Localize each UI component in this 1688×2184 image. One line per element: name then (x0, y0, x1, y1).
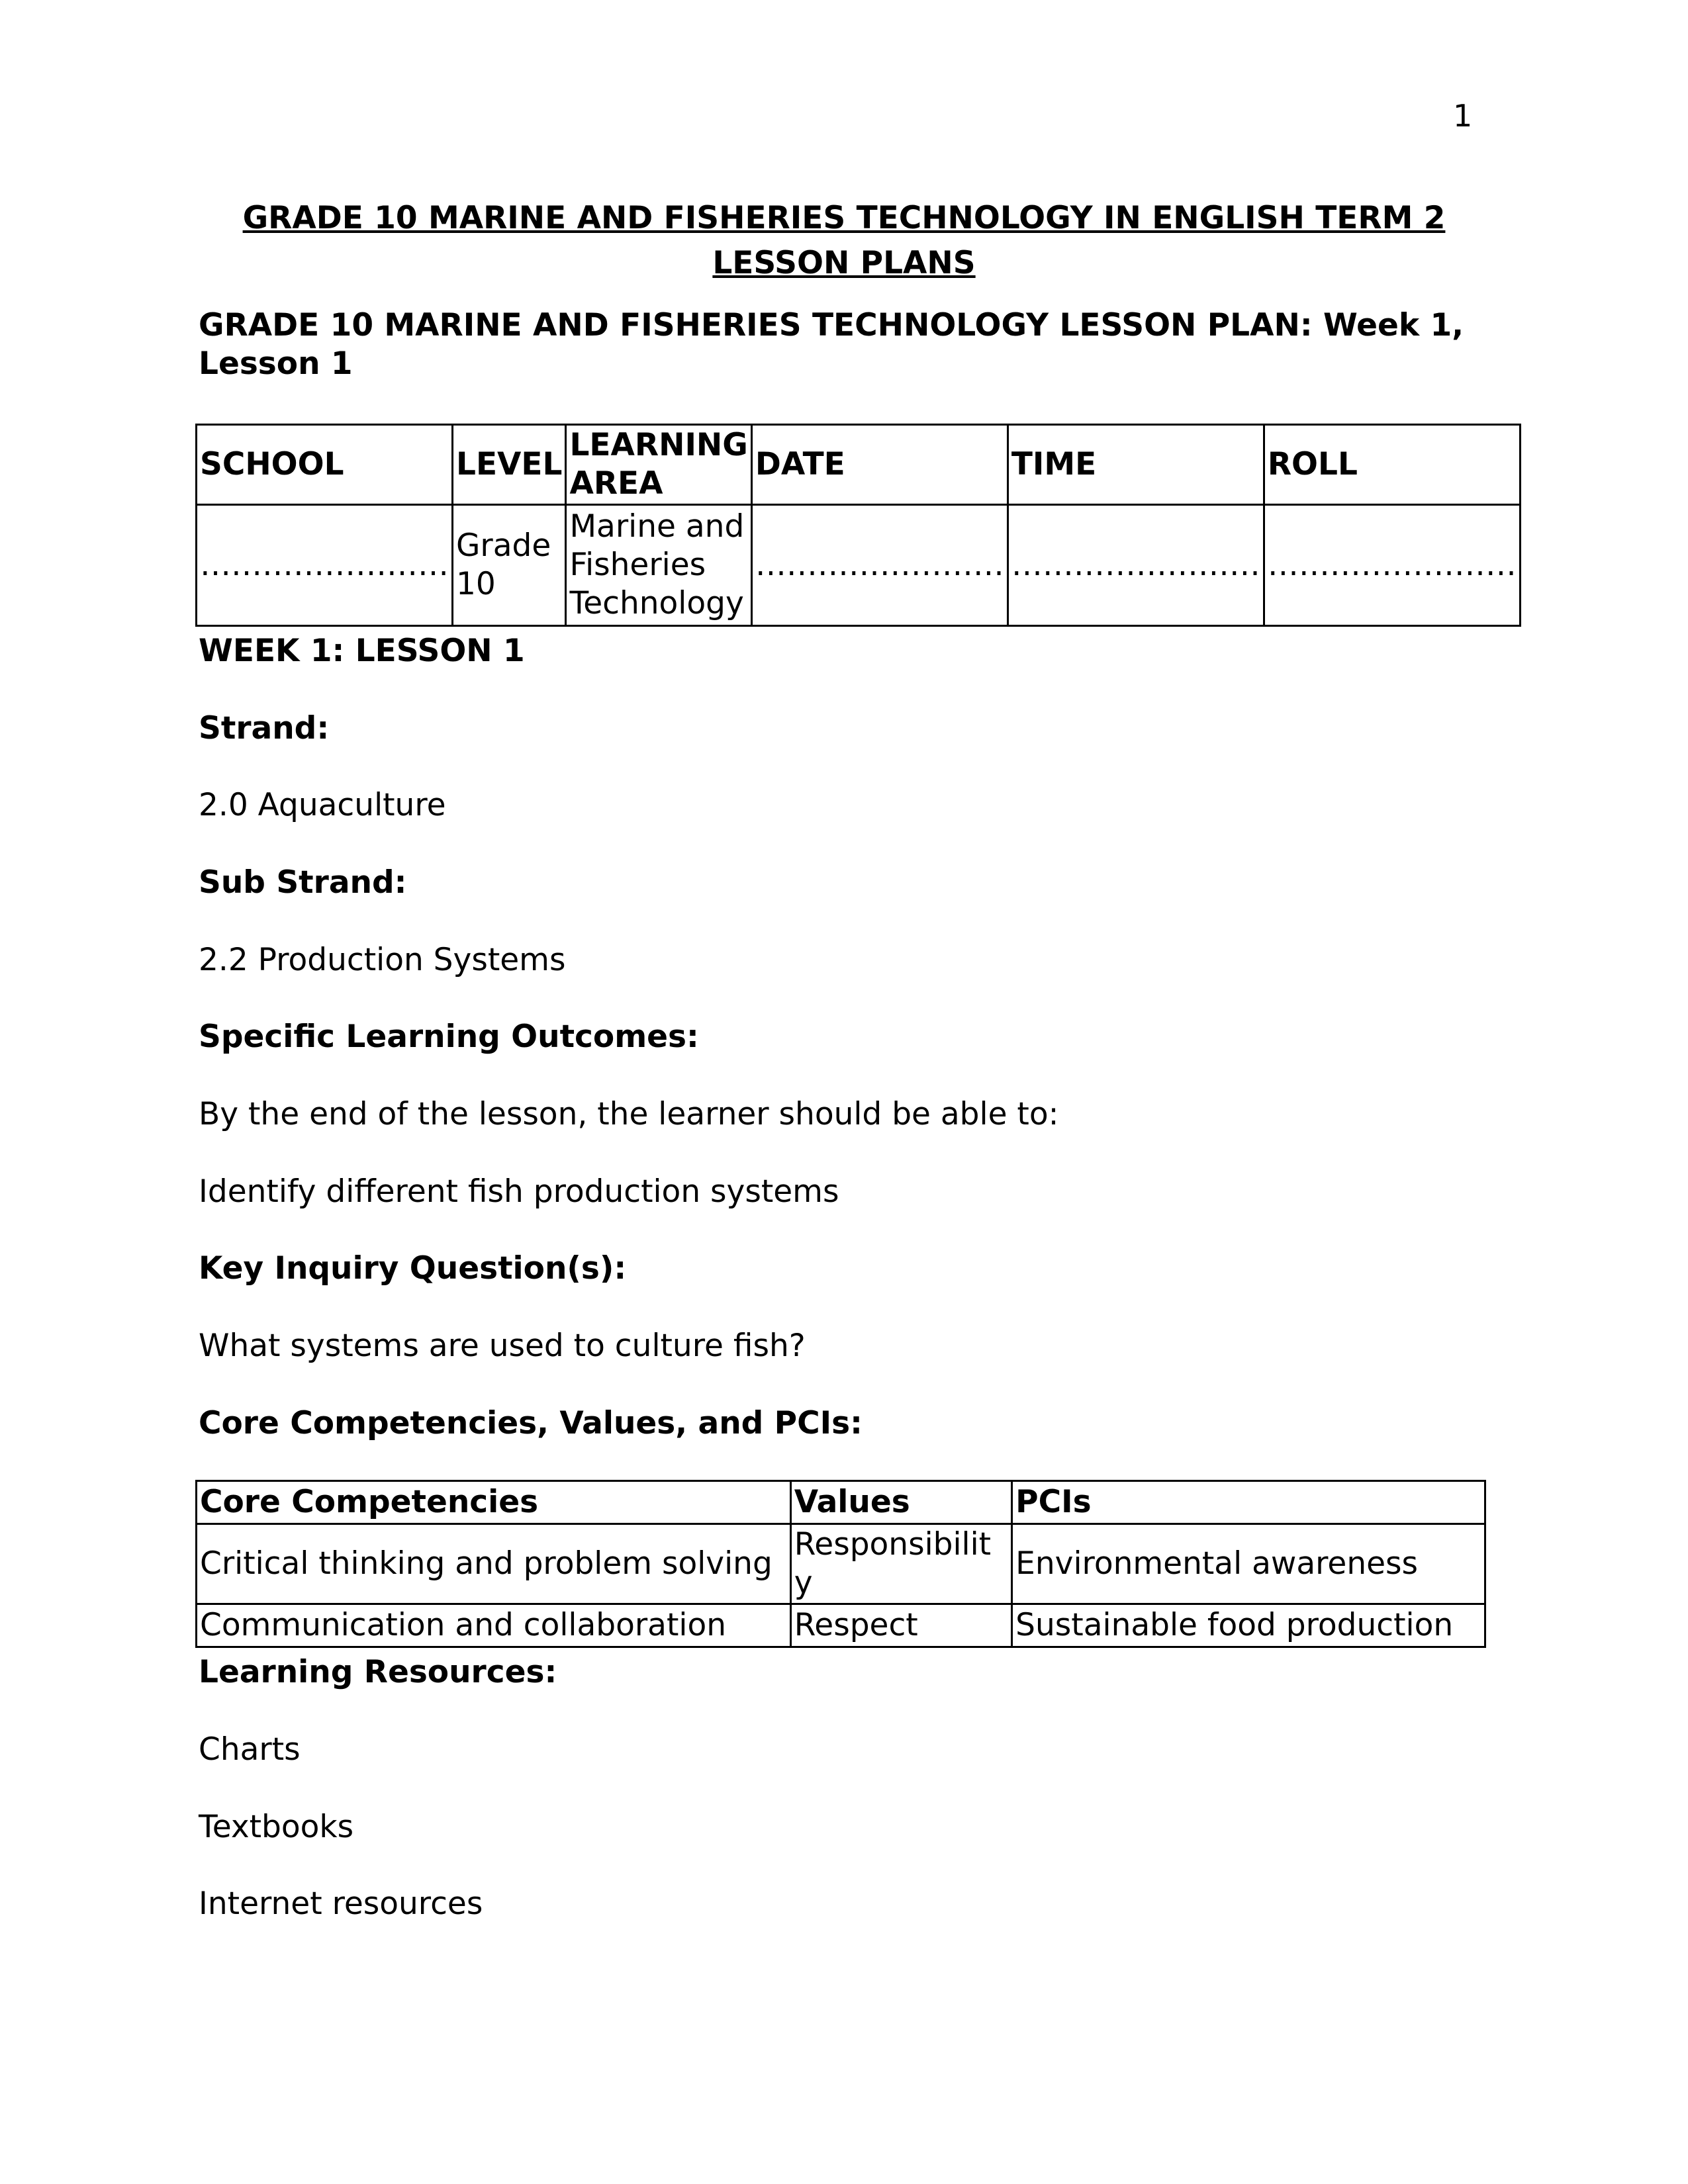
time-value: …………………… (1008, 505, 1264, 626)
competencies-table (195, 1480, 1486, 1648)
info-table-value-row (197, 505, 1521, 626)
lesson-info-table (195, 424, 1521, 627)
competency-cell: Communication and collaboration (197, 1604, 791, 1647)
page-number: 1 (1453, 98, 1473, 134)
header-learning-area: LEARNING AREA (566, 425, 751, 505)
kiq-value: What systems are used to culture fish? (199, 1328, 806, 1364)
competencies-row (197, 1604, 1485, 1647)
value-cell: Respect (790, 1604, 1011, 1647)
week-lesson-heading: WEEK 1: LESSON 1 (199, 633, 525, 669)
value-cell: Responsibility (790, 1524, 1011, 1604)
slo-item: Identify different fish production systems (199, 1173, 839, 1210)
header-values: Values (790, 1481, 1011, 1524)
header-core-competencies: Core Competencies (197, 1481, 791, 1524)
strand-label: Strand: (199, 710, 330, 747)
info-table-header-row (197, 425, 1521, 505)
competencies-row (197, 1524, 1485, 1604)
pci-cell: Environmental awareness (1012, 1524, 1485, 1604)
resource-item: Textbooks (199, 1809, 354, 1845)
level-value: Grade 10 (453, 505, 566, 626)
slo-intro: By the end of the lesson, the learner should be able to: (199, 1096, 1059, 1132)
roll-value: …………………… (1264, 505, 1520, 626)
resource-item: Internet resources (199, 1886, 483, 1922)
header-date: DATE (751, 425, 1008, 505)
sub-strand-value: 2.2 Production Systems (199, 942, 566, 978)
date-value: …………………… (751, 505, 1008, 626)
header-level: LEVEL (453, 425, 566, 505)
document-title: GRADE 10 MARINE AND FISHERIES TECHNOLOGY IN ENGLISH TERM 2 LESSON PLANS (242, 200, 1446, 281)
competency-cell: Critical thinking and problem solving (197, 1524, 791, 1604)
learning-area-value: Marine and Fisheries Technology (566, 505, 751, 626)
header-school: SCHOOL (197, 425, 453, 505)
sub-strand-label: Sub Strand: (199, 864, 407, 901)
core-label: Core Competencies, Values, and PCIs: (199, 1405, 863, 1441)
resources-label: Learning Resources: (199, 1654, 557, 1690)
school-value: …………………… (197, 505, 453, 626)
pci-cell: Sustainable food production (1012, 1604, 1485, 1647)
strand-value: 2.0 Aquaculture (199, 787, 446, 823)
resource-item: Charts (199, 1731, 301, 1768)
header-time: TIME (1008, 425, 1264, 505)
lesson-heading: GRADE 10 MARINE AND FISHERIES TECHNOLOGY LESSON PLAN: Week 1, Lesson 1 (199, 307, 1464, 382)
slo-label: Specific Learning Outcomes: (199, 1019, 699, 1055)
header-pcis: PCIs (1012, 1481, 1485, 1524)
header-roll: ROLL (1264, 425, 1520, 505)
kiq-label: Key Inquiry Question(s): (199, 1250, 627, 1287)
competencies-header-row (197, 1481, 1485, 1524)
